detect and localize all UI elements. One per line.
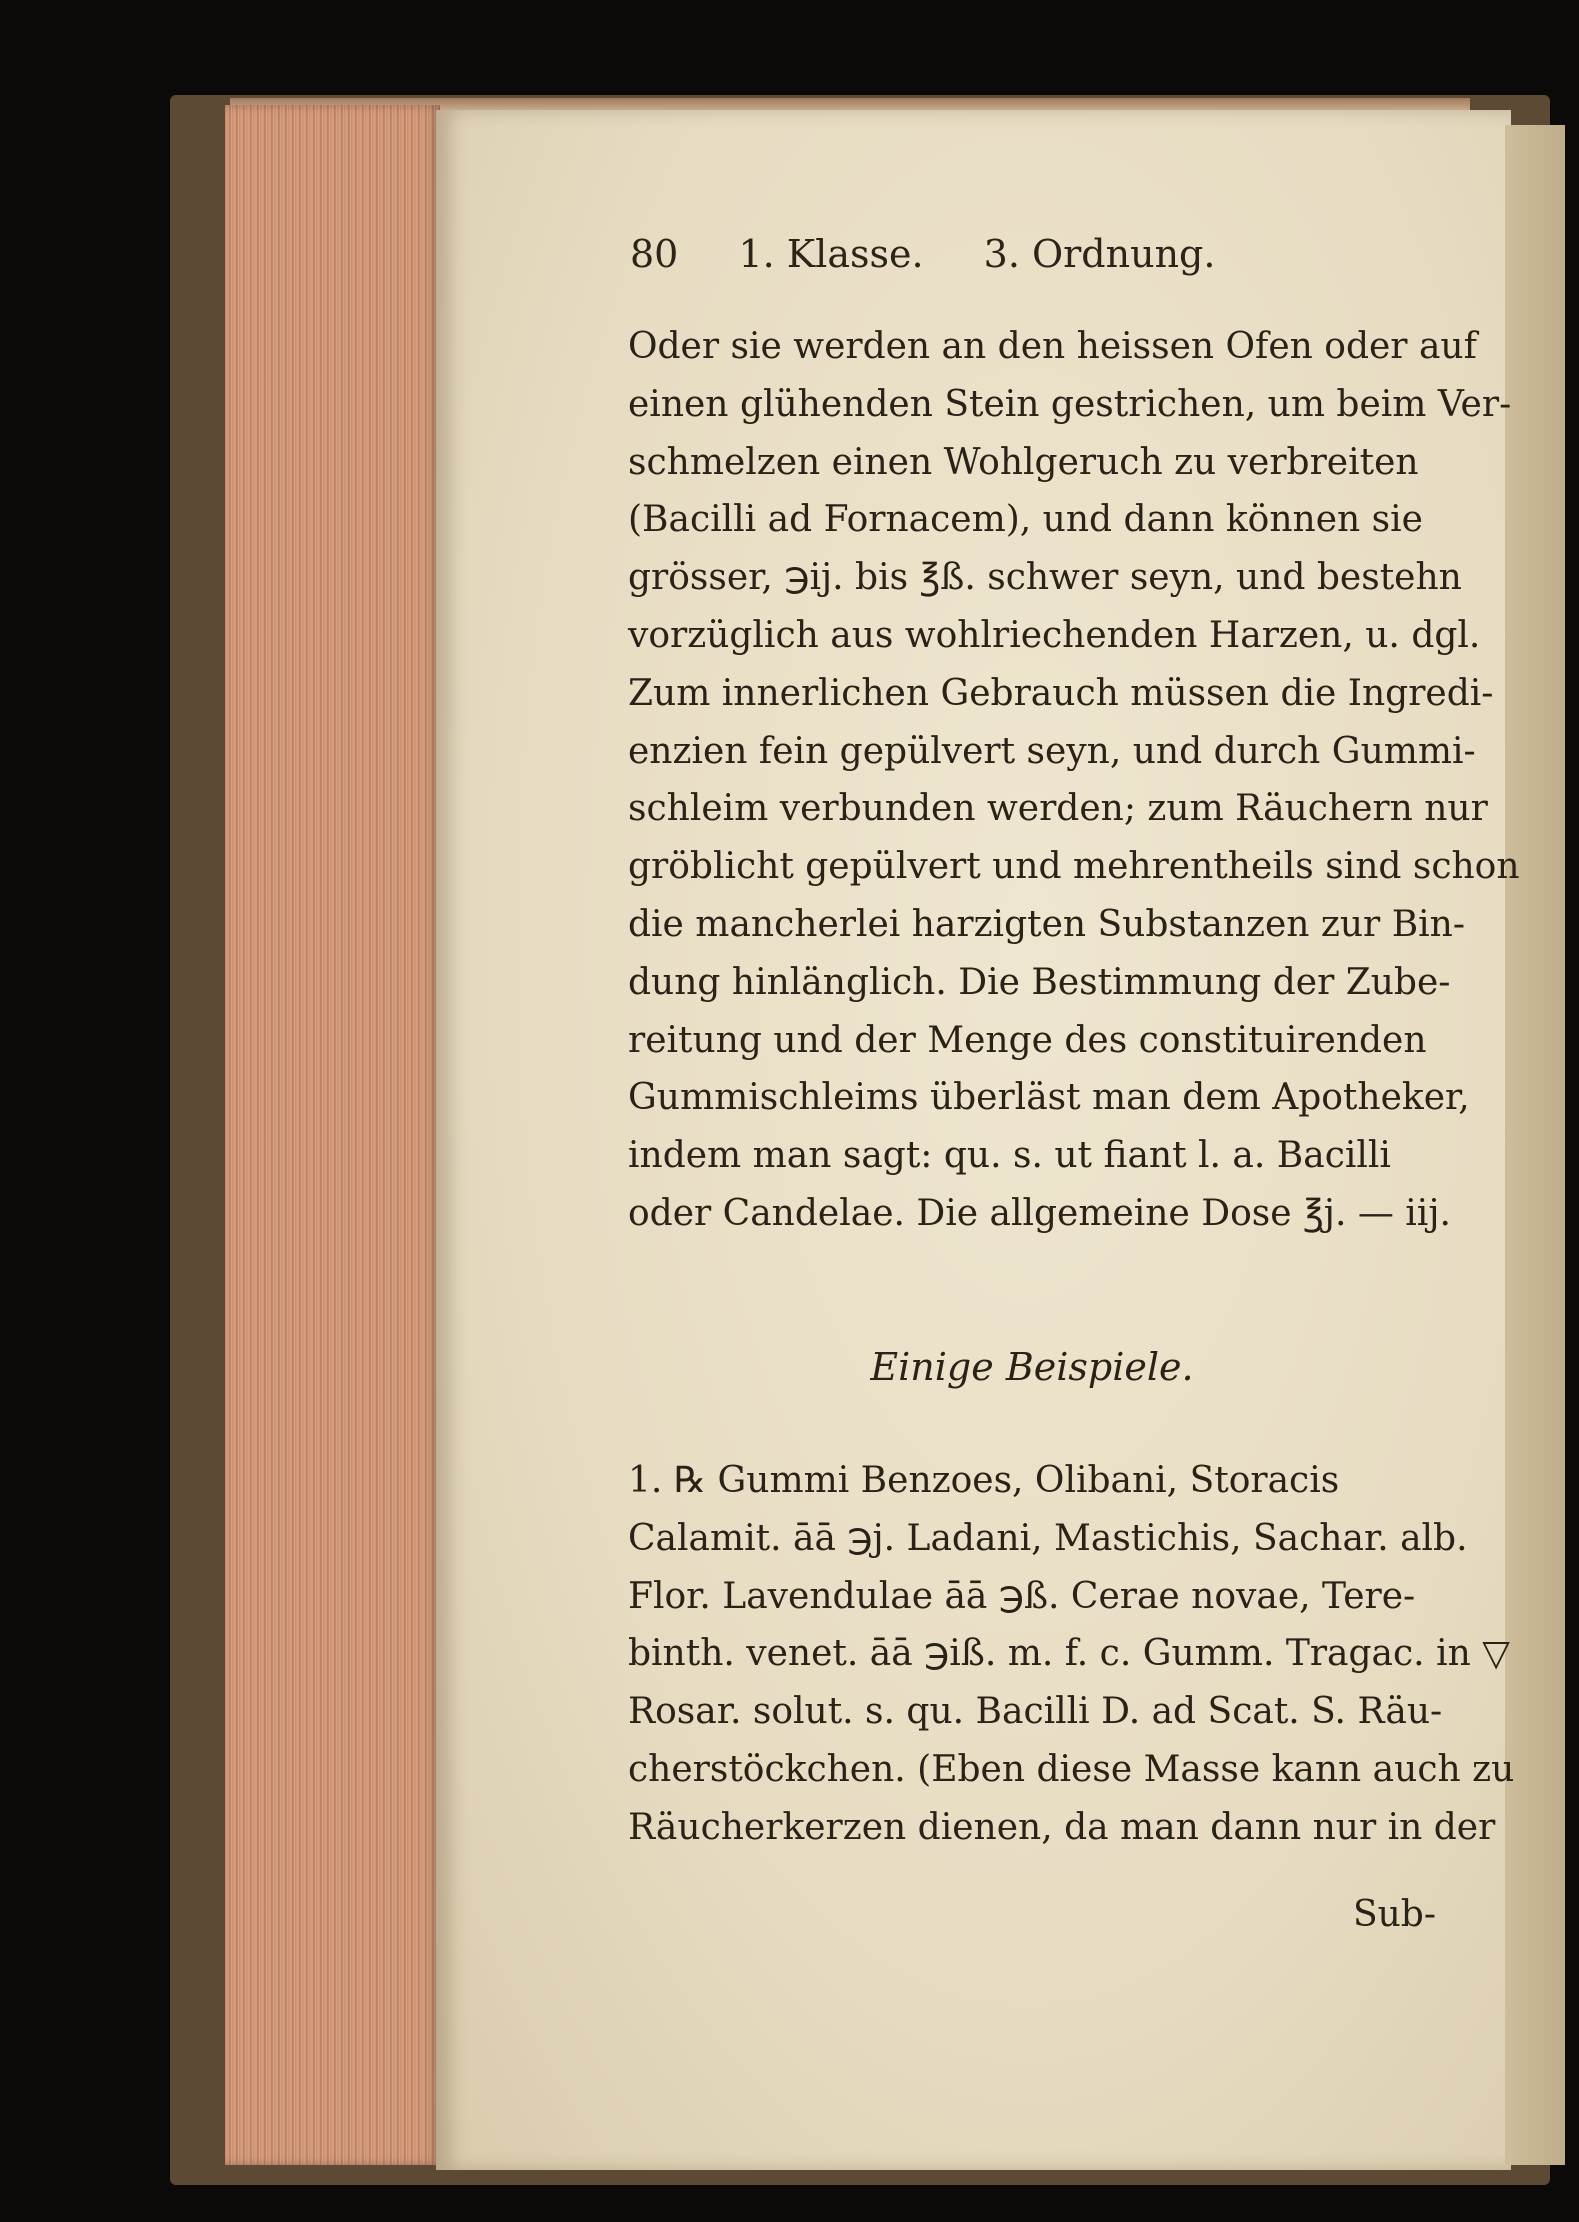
- line-text: Oder sie werden an den heissen Ofen oder auf: [628, 326, 1477, 367]
- line-text: Zum innerlichen Gebrauch müssen die Ingredi-: [628, 672, 1494, 714]
- text-line: [628, 434, 1436, 492]
- text-line: [628, 1625, 1510, 1683]
- text-line: [628, 780, 1488, 838]
- line-text: cherstöckchen. (Eben diese Masse kann auch zu: [628, 1748, 1515, 1790]
- text-line: [628, 1185, 1451, 1243]
- text-line: [628, 318, 1477, 376]
- catchword: Sub-: [1352, 1894, 1436, 1935]
- text-line: [628, 1741, 1515, 1799]
- order-label: 3. Ordnung.: [983, 232, 1216, 276]
- line-text: grösser, ℈ij. bis ℥ß. schwer seyn, und bestehn: [628, 557, 1462, 599]
- line-text: Flor. Lavendulae āā ℈ß. Cerae novae, Tere-: [628, 1575, 1416, 1617]
- text-line: [628, 1452, 1436, 1510]
- line-text: Räucherkerzen dienen, da man dann nur in der: [628, 1806, 1496, 1848]
- line-text: Rosar. solut. s. qu. Bacilli D. ad Scat. S. Räu-: [628, 1691, 1443, 1733]
- text-line: [628, 896, 1466, 954]
- page-number: 80: [630, 232, 679, 276]
- main-paragraph: [628, 318, 1520, 1243]
- line-text: die mancherlei harzigten Substanzen zur Bin-: [628, 903, 1466, 945]
- section-heading: Einige Beispiele.: [870, 1345, 1194, 1389]
- line-text: reitung und der Menge des constituirenden: [628, 1019, 1427, 1061]
- line-text: 1. ℞ Gummi Benzoes, Olibani, Storacis: [628, 1460, 1340, 1501]
- line-text: enzien fein gepülvert seyn, und durch Gummi-: [628, 730, 1476, 772]
- line-text: (Bacilli ad Fornacem), und dann können sie: [628, 499, 1423, 541]
- running-header: [630, 232, 1263, 276]
- line-text: dung hinlänglich. Die Bestimmung der Zube-: [628, 961, 1451, 1003]
- text-line: [628, 1127, 1436, 1185]
- text-line: [628, 1568, 1436, 1626]
- line-text: schleim verbunden werden; zum Räuchern nur: [628, 788, 1488, 830]
- line-text: binth. venet. āā ℈iß. m. f. c. Gumm. Tragac. in ▽: [628, 1633, 1510, 1675]
- text-line: [628, 1683, 1443, 1741]
- text-line: [628, 1799, 1496, 1857]
- line-text: Calamit. āā ℈j. Ladani, Mastichis, Sachar. alb.: [628, 1517, 1468, 1559]
- section-label: 1. Klasse.: [738, 232, 924, 276]
- line-text: Gummischleims überläst man dem Apotheker,: [628, 1077, 1470, 1119]
- text-line: [628, 838, 1520, 896]
- text-line: [628, 954, 1451, 1012]
- line-text: indem man sagt: qu. s. ut fiant l. a. Bacilli: [628, 1135, 1391, 1177]
- line-text: gröblicht gepülvert und mehrentheils sind schon: [628, 846, 1520, 888]
- text-line: [628, 491, 1436, 549]
- text-line: [628, 549, 1462, 607]
- text-line: [628, 1012, 1436, 1070]
- page-stack-edge: [225, 105, 440, 2165]
- text-line: [628, 723, 1476, 781]
- text-line: [628, 665, 1494, 723]
- line-text: oder Candelae. Die allgemeine Dose ℥j. — iij.: [628, 1192, 1451, 1234]
- line-text: schmelzen einen Wohlgeruch zu verbreiten: [628, 441, 1419, 483]
- catchword-block: [628, 1886, 1436, 1944]
- text-line: [628, 376, 1512, 434]
- line-text: vorzüglich aus wohlriechenden Harzen, u. dgl.: [628, 614, 1481, 656]
- text-line: [628, 1510, 1468, 1568]
- text-line: [628, 607, 1481, 665]
- line-text: einen glühenden Stein gestrichen, um beim Ver-: [628, 383, 1512, 425]
- facing-page-edge: [1505, 125, 1565, 2165]
- text-line: [628, 1069, 1470, 1127]
- examples-paragraph: [628, 1452, 1515, 1857]
